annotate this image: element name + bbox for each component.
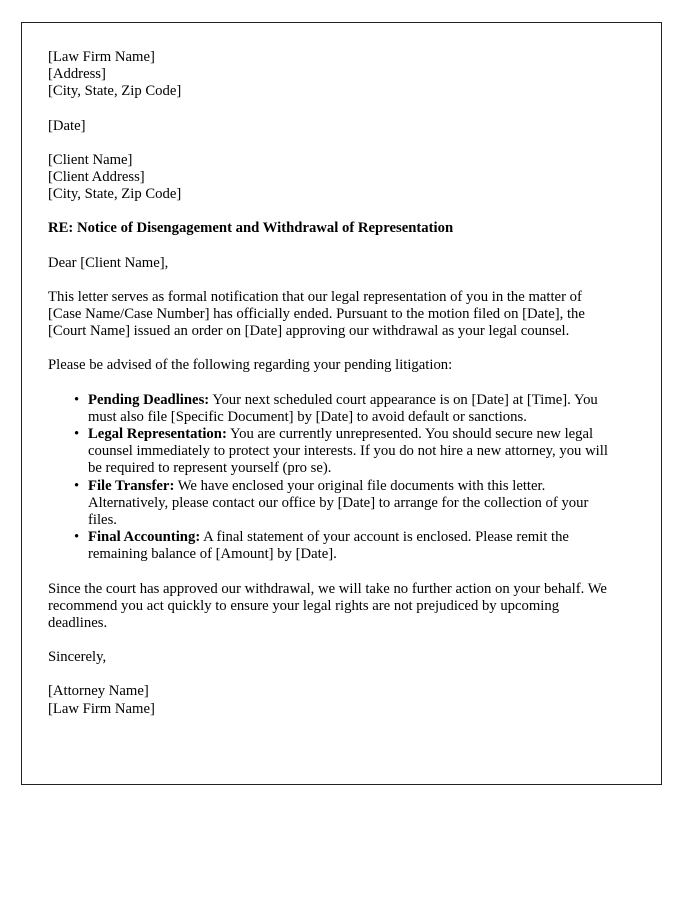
opening-paragraph: This letter serves as formal notification that our legal representation of you in the matter of [Case Name/Case Number] has officially ended. Pursuant to the motion filed on [Date], the [Court Name] issued an order on [Date] approving our withdrawal as your legal counsel. — [48, 288, 585, 340]
signature-block — [48, 683, 615, 717]
document-page-border — [21, 22, 662, 785]
list-item — [48, 426, 615, 478]
recipient-address-line-3: [City, State, Zip Code] — [48, 186, 182, 203]
subject-line: RE: Notice of Disengagement and Withdrawal of Representation — [48, 220, 454, 237]
list-item — [48, 529, 615, 563]
bullet-point-icon: • — [74, 426, 80, 443]
obligations-list — [48, 392, 615, 564]
closing-paragraph: Since the court has approved our withdrawal, we will take no further action on your behalf. We recommend you act quickly to ensure your legal rights are not prejudiced by upcoming deadlines. — [48, 580, 607, 632]
list-item-text: You are currently unrepresented. You should secure new legal counsel immediately to protect your interests. If you do not hire a new attorney, you will be required to represent yourself (pro se). — [88, 426, 608, 477]
bullet-point-icon: • — [74, 529, 80, 546]
signature-attorney-name: [Attorney Name] — [48, 683, 149, 700]
sender-address-line-2: [Address] — [48, 66, 106, 83]
sender-address-line-3: [City, State, Zip Code] — [48, 83, 182, 100]
list-intro-paragraph: Please be advised of the following regarding your pending litigation: — [48, 357, 453, 374]
list-item-label: Final Accounting: — [88, 529, 201, 546]
list-item-label: File Transfer: — [88, 477, 175, 494]
valediction: Sincerely, — [48, 649, 107, 666]
letter-body — [48, 49, 615, 718]
recipient-address-line-1: [Client Name] — [48, 151, 133, 168]
bullet-point-icon: • — [74, 477, 80, 494]
sender-address-line-1: [Law Firm Name] — [48, 49, 155, 65]
list-item — [48, 478, 615, 530]
salutation: Dear [Client Name], — [48, 254, 169, 271]
list-item-label: Pending Deadlines: — [88, 391, 210, 408]
list-item-text: A final statement of your account is enclosed. Please remit the remaining balance of [Amount] by [Date]. — [88, 529, 569, 563]
list-item-text: Your next scheduled court appearance is on [Date] at [Time]. You must also file [Specific Document] by [Date] to avoid default or sanctions. — [88, 391, 598, 425]
list-item-label: Legal Representation: — [88, 426, 227, 443]
signature-firm-name: [Law Firm Name] — [48, 700, 155, 717]
letter-date: [Date] — [48, 117, 86, 134]
recipient-address-line-2: [Client Address] — [48, 169, 145, 186]
list-item-text: We have enclosed your original file documents with this letter. Alternatively, please contact our office by [Date] to arrange for the collection of your files. — [88, 477, 589, 529]
bullet-point-icon: • — [74, 391, 80, 408]
list-item — [48, 392, 615, 426]
recipient-address-block — [48, 152, 615, 204]
sender-address-block — [48, 49, 615, 101]
